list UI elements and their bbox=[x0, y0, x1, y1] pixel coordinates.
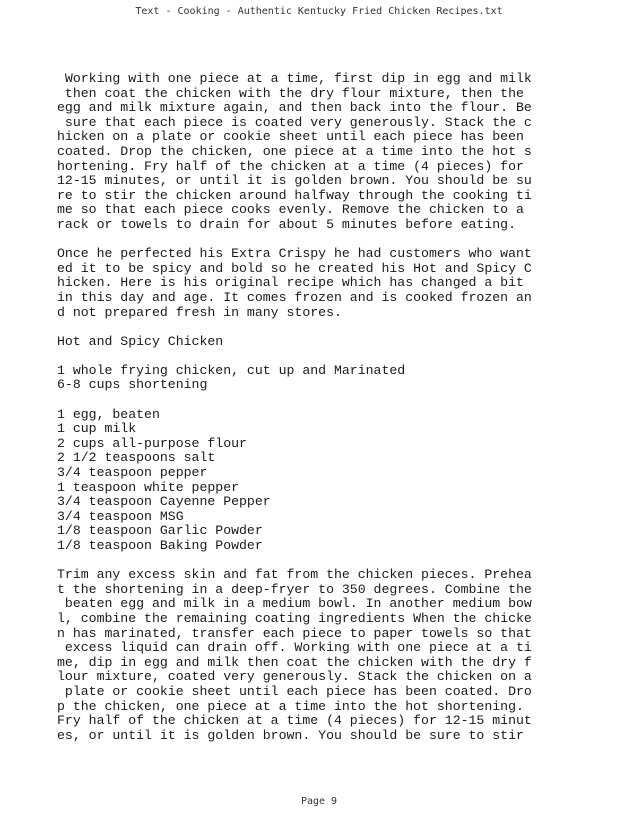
text-line: 1 cup milk bbox=[57, 421, 137, 437]
text-line: Hot and Spicy Chicken bbox=[57, 333, 224, 349]
text-line: Working with one piece at a time, first dip in egg and milk bbox=[57, 71, 532, 86]
text-line: l, combine the remaining coating ingredients When the chicke bbox=[57, 610, 532, 626]
text-line: re to stir the chicken around halfway through the cooking ti bbox=[57, 187, 532, 203]
document-header: Text - Cooking - Authentic Kentucky Fried Chicken Recipes.txt bbox=[135, 6, 503, 17]
text-line: 2 cups all-purpose flour bbox=[57, 435, 247, 451]
text-line: then coat the chicken with the dry flour mixture, then the bbox=[57, 85, 524, 101]
text-line: 3/4 teaspoon Cayenne Pepper bbox=[57, 494, 271, 510]
text-line: me so that each piece cooks evenly. Remove the chicken to a bbox=[57, 202, 524, 218]
text-line: 1/8 teaspoon Baking Powder bbox=[57, 538, 263, 553]
text-line: beaten egg and milk in a medium bowl. In another medium bow bbox=[57, 596, 532, 612]
text-line: 3/4 teaspoon MSG bbox=[57, 508, 184, 524]
text-line bbox=[57, 554, 532, 569]
text-line: 1 teaspoon white pepper bbox=[57, 479, 240, 495]
text-line: p the chicken, one piece at a time into the hot shortening. bbox=[57, 698, 524, 714]
text-line: hortening. Fry half of the chicken at a time (4 pieces) for bbox=[57, 158, 524, 174]
text-line: n has marinated, transfer each piece to paper towels so that bbox=[57, 625, 532, 641]
text-line: ed it to be spicy and bold so he created his Hot and Spicy C bbox=[57, 260, 532, 276]
text-line: d not prepared fresh in many stores. bbox=[57, 304, 342, 320]
text-line: Once he perfected his Extra Crispy he had customers who want bbox=[57, 246, 532, 262]
text-line: t the shortening in a deep-fryer to 350 degrees. Combine the bbox=[57, 581, 532, 597]
text-line bbox=[57, 233, 532, 248]
text-line: 2 1/2 teaspoons salt bbox=[57, 450, 216, 466]
text-line: 3/4 teaspoon pepper bbox=[57, 465, 208, 481]
text-line: coated. Drop the chicken, one piece at a time into the hot s bbox=[57, 143, 532, 159]
text-line bbox=[57, 349, 532, 364]
text-line: plate or cookie sheet until each piece has been coated. Dro bbox=[57, 683, 532, 699]
text-line: 1 whole frying chicken, cut up and Marinated bbox=[57, 362, 406, 378]
text-line: hicken on a plate or cookie sheet until each piece has been bbox=[57, 129, 524, 145]
text-line: rack or towels to drain for about 5 minutes before eating. bbox=[57, 216, 516, 232]
text-line: Fry half of the chicken at a time (4 pieces) for 12-15 minut bbox=[57, 713, 532, 729]
text-line: es, or until it is golden brown. You should be sure to stir bbox=[57, 727, 524, 743]
document-body bbox=[57, 72, 532, 743]
text-line: lour mixture, coated very generously. Stack the chicken on a bbox=[57, 669, 532, 685]
text-line: 12-15 minutes, or until it is golden brown. You should be su bbox=[57, 173, 532, 189]
text-line: me, dip in egg and milk then coat the chicken with the dry f bbox=[57, 654, 532, 670]
text-line: 1 egg, beaten bbox=[57, 406, 160, 422]
text-line: 6-8 cups shortening bbox=[57, 377, 208, 393]
text-line bbox=[57, 393, 532, 408]
text-line: excess liquid can drain off. Working with one piece at a ti bbox=[57, 640, 532, 656]
text-line: sure that each piece is coated very generously. Stack the c bbox=[57, 114, 532, 130]
text-line: in this day and age. It comes frozen and is cooked frozen an bbox=[57, 289, 532, 305]
text-line bbox=[57, 320, 532, 335]
text-line: Trim any excess skin and fat from the chicken pieces. Prehea bbox=[57, 567, 532, 583]
text-line: egg and milk mixture again, and then back into the flour. Be bbox=[57, 100, 532, 116]
text-line: 1/8 teaspoon Garlic Powder bbox=[57, 523, 263, 539]
page-number: Page 9 bbox=[300, 796, 338, 807]
text-line: hicken. Here is his original recipe which has changed a bit bbox=[57, 275, 524, 291]
